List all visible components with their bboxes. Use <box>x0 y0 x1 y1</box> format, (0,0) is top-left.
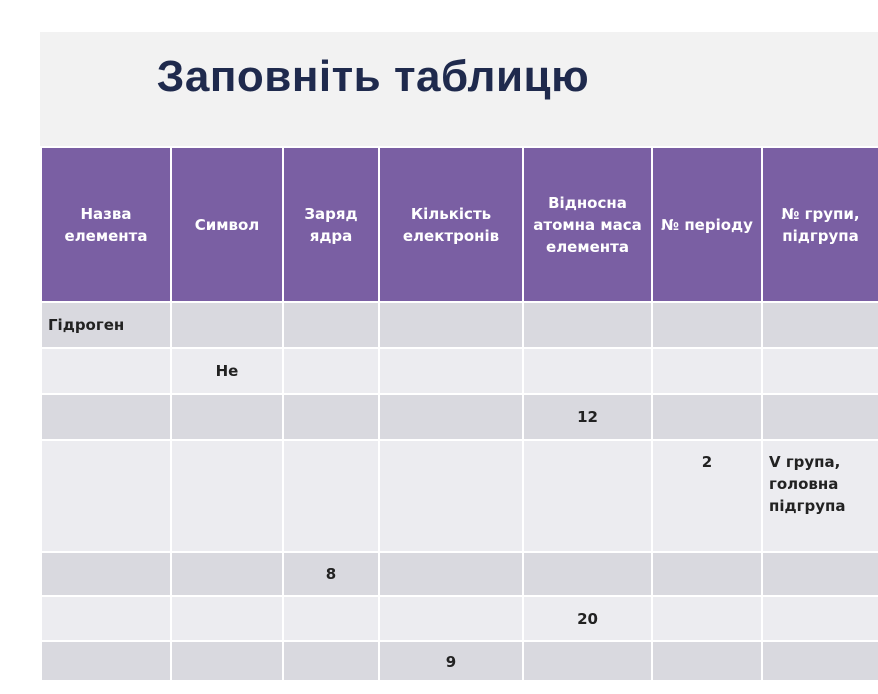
cell <box>762 552 878 596</box>
header-group-subgroup: № групи, підгрупа <box>762 147 878 302</box>
cell <box>379 596 523 641</box>
cell: Гідроген <box>41 302 171 348</box>
header-element-name: Назва елемента <box>41 147 171 302</box>
cell <box>652 552 762 596</box>
cell: 9 <box>379 641 523 680</box>
table-header-row <box>41 147 878 302</box>
cell <box>171 552 283 596</box>
cell: 20 <box>523 596 652 641</box>
table-row <box>41 641 878 680</box>
cell <box>41 348 171 394</box>
cell <box>283 440 379 552</box>
cell <box>283 596 379 641</box>
cell <box>171 641 283 680</box>
cell <box>283 641 379 680</box>
cell: 8 <box>283 552 379 596</box>
cell <box>652 394 762 440</box>
cell <box>652 348 762 394</box>
cell <box>41 440 171 552</box>
cell <box>379 440 523 552</box>
cell <box>283 302 379 348</box>
cell: V група, головна підгрупа <box>762 440 878 552</box>
cell <box>523 641 652 680</box>
cell <box>652 641 762 680</box>
header-relative-atomic-mass: Відносна атомна маса елемента <box>523 147 652 302</box>
header-symbol: Символ <box>171 147 283 302</box>
cell <box>379 394 523 440</box>
header-nuclear-charge: Заряд ядра <box>283 147 379 302</box>
cell <box>41 552 171 596</box>
cell <box>171 394 283 440</box>
cell <box>523 440 652 552</box>
table-row <box>41 596 878 641</box>
cell <box>762 641 878 680</box>
cell <box>283 348 379 394</box>
cell <box>762 596 878 641</box>
table-row <box>41 440 878 552</box>
cell <box>762 302 878 348</box>
table-row <box>41 552 878 596</box>
cell <box>762 394 878 440</box>
cell <box>283 394 379 440</box>
cell <box>652 596 762 641</box>
cell <box>762 348 878 394</box>
cell <box>171 440 283 552</box>
table-row <box>41 348 878 394</box>
cell <box>171 302 283 348</box>
cell <box>523 552 652 596</box>
cell <box>652 302 762 348</box>
title-bar <box>40 32 878 146</box>
cell: He <box>171 348 283 394</box>
cell: 12 <box>523 394 652 440</box>
cell <box>523 302 652 348</box>
slide-title: Заповніть таблицю <box>156 52 590 101</box>
cell <box>41 641 171 680</box>
cell <box>41 394 171 440</box>
element-table <box>40 146 878 680</box>
cell <box>41 596 171 641</box>
header-electron-count: Кількість електронів <box>379 147 523 302</box>
cell <box>379 348 523 394</box>
cell <box>379 302 523 348</box>
cell: 2 <box>652 440 762 552</box>
cell <box>523 348 652 394</box>
table-row <box>41 394 878 440</box>
cell <box>379 552 523 596</box>
table-row <box>41 302 878 348</box>
header-period-number: № періоду <box>652 147 762 302</box>
cell <box>171 596 283 641</box>
slide <box>40 32 878 680</box>
